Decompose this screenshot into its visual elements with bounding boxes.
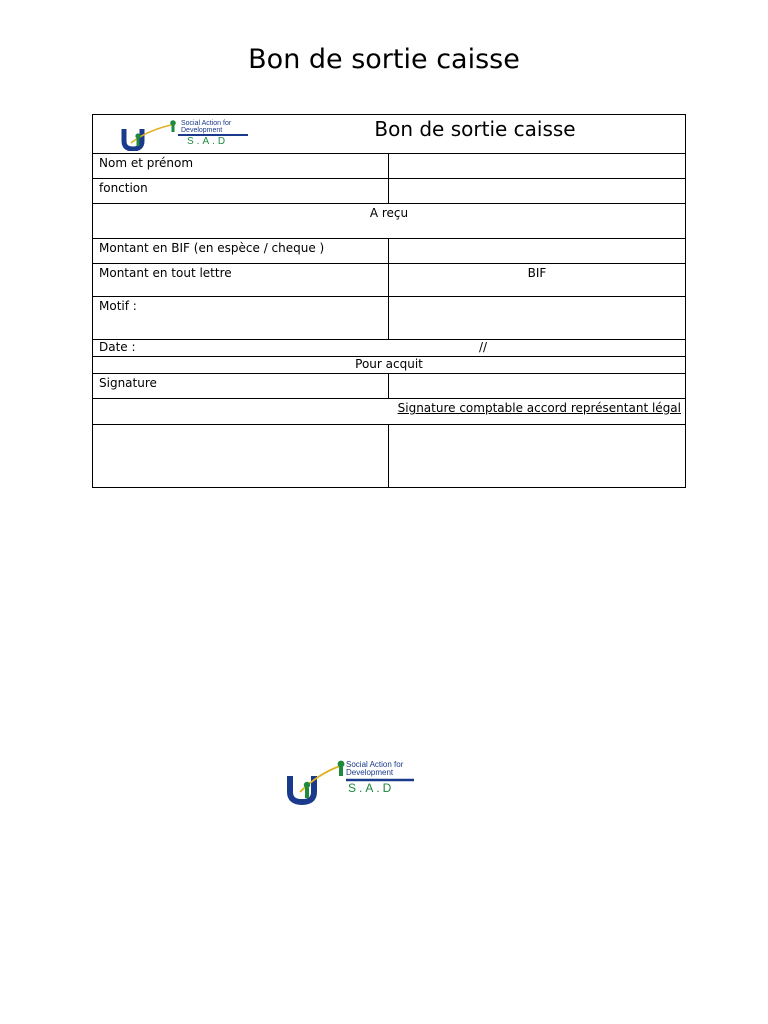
signature-box-representant[interactable] (389, 425, 685, 487)
row-motif (93, 297, 685, 340)
cash-voucher-form (92, 114, 686, 488)
label-date: Date : (99, 340, 136, 354)
field-date[interactable] (479, 340, 539, 356)
signature-box-comptable[interactable] (93, 425, 389, 487)
label-montant-lettre: Montant en tout lettre (93, 264, 389, 296)
label-motif: Motif : (93, 297, 389, 339)
label-a-recu: A reçu (369, 206, 409, 220)
field-signature[interactable] (389, 374, 685, 398)
footer-sad-logo (286, 758, 421, 806)
logo-line-2: Development (181, 127, 223, 134)
row-date (93, 340, 685, 357)
row-nom (93, 154, 685, 179)
label-signature-comptable (398, 399, 681, 424)
footer-logo-acronym: S.A.D (348, 781, 395, 795)
label-signature: Signature (93, 374, 389, 398)
row-signature-comptable (93, 399, 685, 425)
label-nom: Nom et prénom (93, 154, 389, 178)
row-signature-boxes (93, 425, 685, 487)
label-bif: BIF (527, 266, 547, 280)
form-header-row (93, 115, 685, 154)
label-montant-bif: Montant en BIF (en espèce / cheque ) (93, 239, 389, 263)
date-separator: // (479, 340, 488, 354)
row-montant-bif (93, 239, 685, 264)
field-motif[interactable] (389, 297, 685, 339)
page-title: Bon de sortie caisse (248, 44, 520, 75)
logo-line-1: Social Action for (181, 120, 232, 127)
form-header-title: Bon de sortie caisse (374, 117, 576, 141)
row-signature (93, 374, 685, 399)
row-pour-acquit (93, 357, 685, 374)
field-fonction[interactable] (389, 179, 685, 203)
row-a-recu (93, 204, 685, 239)
label-fonction: fonction (93, 179, 389, 203)
field-montant-bif[interactable] (389, 239, 685, 263)
footer-logo-line-2: Development (346, 768, 394, 777)
sad-logo (121, 119, 251, 149)
footer-logo-line-1: Social Action for (346, 760, 404, 769)
field-montant-lettre[interactable] (389, 264, 685, 296)
row-fonction (93, 179, 685, 204)
label-pour-acquit: Pour acquit (355, 357, 423, 371)
row-montant-lettre (93, 264, 685, 297)
signature-comptable-text: Signature comptable accord représentant légal (397, 401, 681, 415)
field-nom[interactable] (389, 154, 685, 178)
logo-acronym: S.A.D (187, 136, 229, 147)
